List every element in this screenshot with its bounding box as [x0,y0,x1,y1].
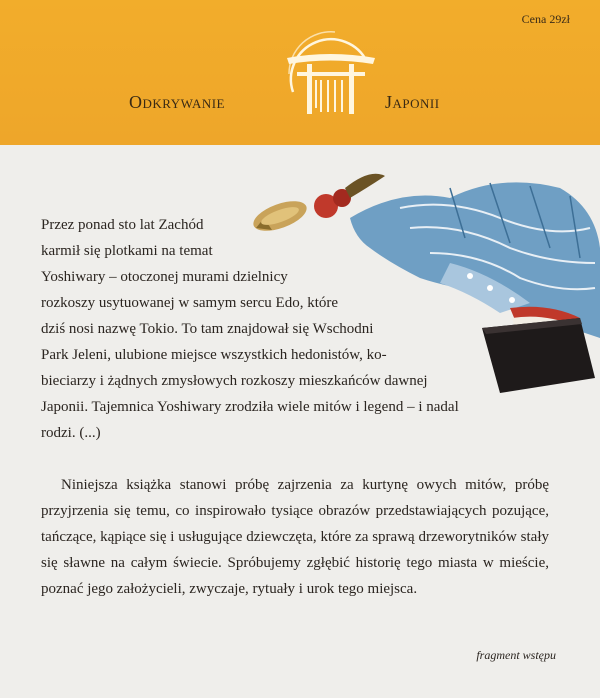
fragment-note: fragment wstępu [476,648,556,662]
intro-line: dziś nosi nazwę Tokio. To tam znajdował się Wschodni [41,321,374,337]
intro-line: Przez ponad sto lat Zachód [41,217,204,233]
intro-paragraph [41,212,459,446]
intro-line: rodzi. (...) [41,425,101,441]
torii-logo-icon [275,22,385,122]
header-band [0,0,600,145]
series-title-left: Odkrywanie [129,92,225,112]
intro-line: Japonii. Tajemnica Yoshiwary zrodziła wiele mitów i legend – i nadal [41,399,459,415]
intro-line: Yoshiwary – otoczonej murami dzielnicy [41,269,288,285]
intro-line: rozkoszy usytuowanej w samym sercu Edo, które [41,295,339,311]
price-label: Cena 29zł [521,12,570,26]
intro-line: Park Jeleni, ulubione miejsce wszystkich hedonistów, ko- [41,347,387,363]
intro-line: karmił się plotkami na temat [41,243,213,259]
series-title-right: Japonii [385,92,440,112]
intro-line: bieciarzy i żądnych zmysłowych rozkoszy mieszkańców dawnej [41,373,428,389]
second-paragraph: Niniejsza książka stanowi próbę zajrzenia za kurtynę owych mitów, próbę przyjrzenia się temu, co inspirowało tysiące obrazów przedstawiających pozujące, tańczące, kąpiące się i usługujące dziewczęta, które za sprawą drzeworytników stały się sławne na całym świecie. Spróbujemy zgłębić historię tego miasta w mieście, poznać jego założycieli, zwyczaje, rytuały i urok tego miejsca. [41,477,549,597]
